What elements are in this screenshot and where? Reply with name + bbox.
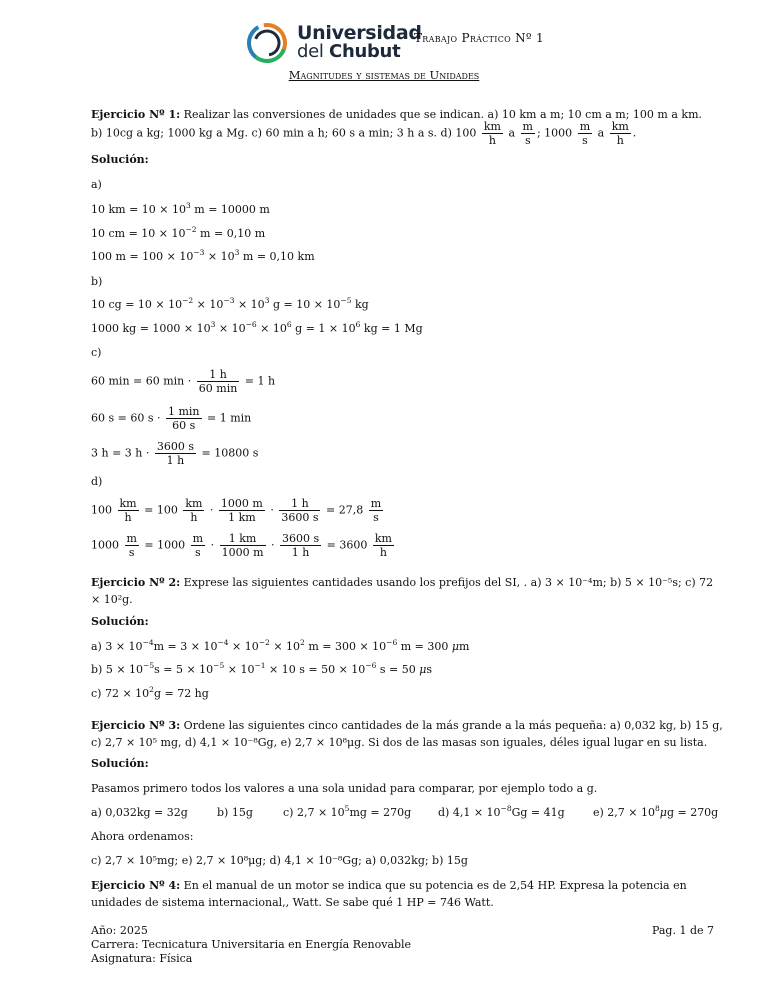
exercise-3-intro: Pasamos primero todos los valores a una sola unidad para comparar, por ejemplo todo a g. <box>91 782 598 795</box>
equation: 100 $\frac{km}{h}$ = 100 $\frac{km}{h}$ · $\frac{1000 m}{1 km}$ · $\frac{1 h}{3600 s}$ = 27,8 $\frac{m}{s}$ <box>91 497 382 524</box>
equation: 60 s = 60 s · $\frac{1 \min}{60 s}$ = 1 min <box>91 405 252 432</box>
footer-subject: Asignatura: Física <box>91 952 193 965</box>
equation: 3 h = 3 h · $\frac{3600 s}{1 h}$ = 10800 s <box>91 440 259 467</box>
footer-year: Año: 2025 <box>91 924 148 937</box>
exercise-4-statement: Ejercicio Nº 4: En el manual de un motor se indica que su potencia es de 2,54 HP. Expresa la potencia en unidades de sistema internacional,, Watt. Se sabe qué 1 HP = 746 Watt. <box>91 879 687 909</box>
equation: 10 cm = $10 \times 10^{-2}$ m = 0,10 m <box>91 225 266 240</box>
exercise-3-order: c) 2,7 × 10⁵mg; e) 2,7 × 10⁸μg; d) 4,1 × 10⁻⁸Gg; a) 0,032kg; b) 15g <box>91 854 468 867</box>
equation: a) $3 \times 10^{-4}m = 3 \times 10^{-4} \times 10^{-2} \times 10^2$ $m = 300 \times 10^{-6}$ m = 300 μm <box>91 638 470 653</box>
logo-line1: Universidad <box>297 22 422 44</box>
exercise-2-solution-label: Solución: <box>91 615 149 628</box>
part-d-label: d) <box>91 475 103 488</box>
equation: 10 cg = $10 \times 10^{-2} \times 10^{-3} \times 10^3$ $g = 10 \times 10^{-5}$ kg <box>91 296 369 311</box>
equation: 60 min = 60 min · $\frac{1 h}{60 \min}$ = 1 h <box>91 368 276 395</box>
exercise-1-statement-line2: b) 10cg a kg; 1000 kg a Mg. c) 60 min a h; 60 s a min; 3 h a s. d) 100 $\frac{km}{h}$ a $\frac{m}{s}$ ; 1000 $\frac{m}{s}$ a $\frac{km}{h}$ . <box>91 120 637 147</box>
exercise-1-solution-label: Solución: <box>91 153 149 166</box>
equation: 1000 kg = $1000 \times 10^3 \times 10^{-6} \times 10^6$ $g = 1 \times 10^6$ kg = 1 Mg <box>91 320 423 335</box>
equation: b) $5 \times 10^{-5}s = 5 \times 10^{-5} \times 10^{-1} \times 10$ $s = 50 \times 10^{-6}$ s = 50 μs <box>91 661 433 676</box>
equation: c) $72 \times 10^2g = 72$ hg <box>91 685 209 700</box>
part-b-label: b) <box>91 275 103 288</box>
part-a-label: a) <box>91 178 102 191</box>
exercise-2-statement: Ejercicio Nº 2: Exprese las siguientes cantidades usando los prefijos del SI, . a) 3 × 10⁻⁴m; b) 5 × 10⁻⁵s; c) 72 × 10²g. <box>91 576 714 606</box>
exercise-3-order-intro: Ahora ordenamos: <box>91 830 194 843</box>
university-logo <box>243 22 422 64</box>
exercise-3-solution-label: Solución: <box>91 757 149 770</box>
part-c-label: c) <box>91 346 102 359</box>
logo-line2: del Chubut <box>297 41 401 62</box>
exercise-1-statement: Ejercicio Nº 1: Realizar las conversiones de unidades que se indican. a) 10 km a m; 10 cm a m; 100 m a km. <box>91 108 702 121</box>
exercise-3-conversions: a) 0,032kg = 32g b) 15g c) $2,7 \times 10^5mg = 270g$ d) $4,1 \times 10^{-8}Gg = 41g$ e) $2,7 \times 10^8\mu g = 270g$ <box>91 804 719 819</box>
equation: 100 $m = 100 \times 10^{-3} \times 10^3$ m = 0,10 km <box>91 248 315 263</box>
footer-career: Carrera: Tecnicatura Universitaria en Energía Renovable <box>91 938 412 951</box>
logo-emblem-icon <box>243 22 293 64</box>
page-number: Pag. 1 de 7 <box>651 924 714 937</box>
equation: 1000 $\frac{m}{s}$ = 1000 $\frac{m}{s}$ · $\frac{1 km}{1000 m}$ · $\frac{3600 s}{1 h}$ = 3600 $\frac{km}{h}$ <box>91 532 392 559</box>
document-title: Trabajo Práctico Nº 1 <box>414 31 544 45</box>
exercise-3-statement: Ejercicio Nº 3: Ordene las siguientes cinco cantidades de la más grande a la más pequeña: a) 0,032 kg, b) 15 g, c) 2,7 × 10⁵ mg, d) 4,1 × 10⁻⁸Gg, e) 2,7 × 10⁸μg. Si dos de las masas son iguales, déles igual lugar en su lista. <box>91 719 723 749</box>
document-subtitle: Magnitudes y sistemas de Unidades <box>288 68 480 82</box>
equation: 10 km = $10 \times 10^3$ m = 10000 m <box>91 201 270 216</box>
